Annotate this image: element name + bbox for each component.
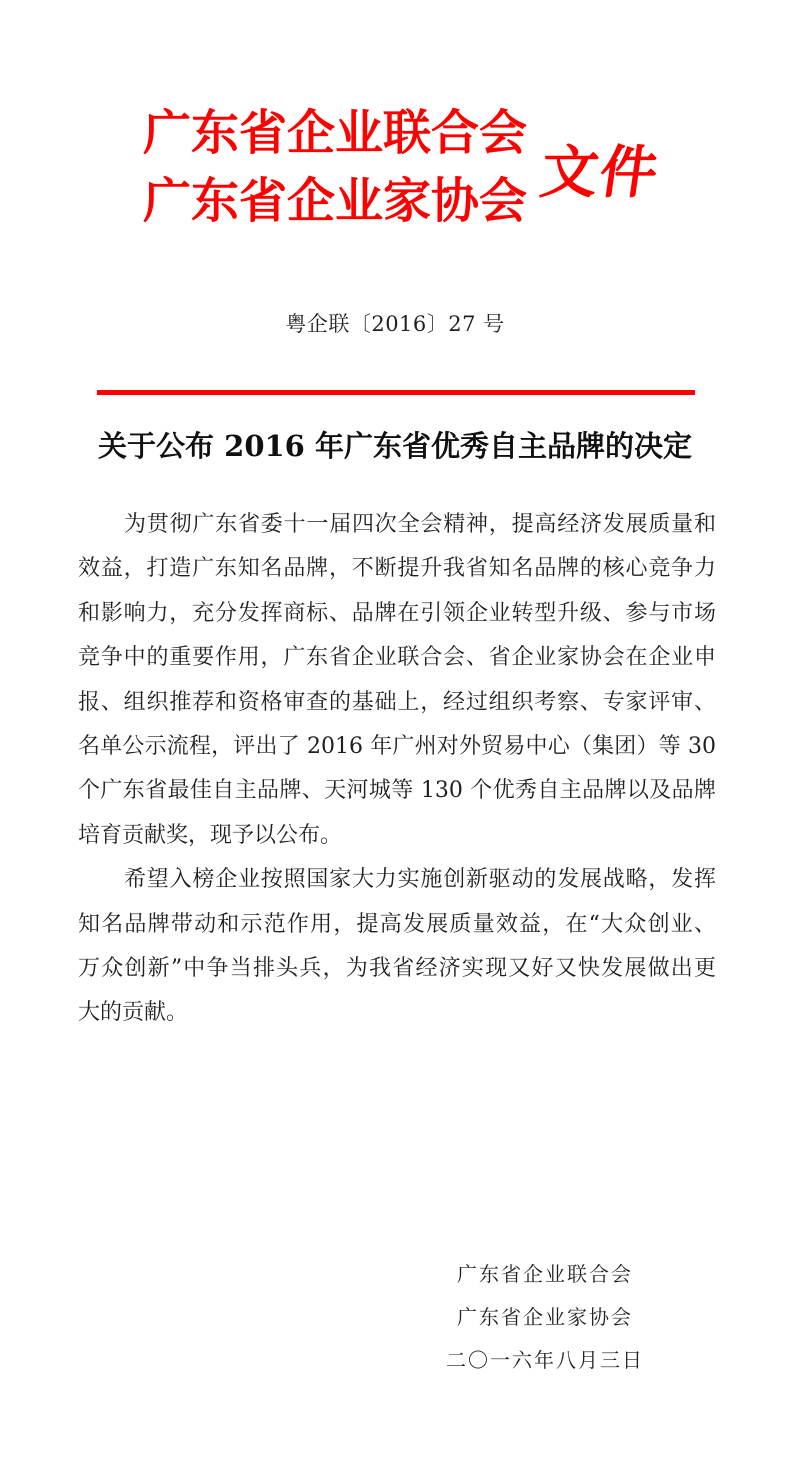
body-line: 为贯彻广东省委十一届四次全会精神，提高经济发展质量和 [124, 512, 716, 537]
body-line: 知名品牌带动和示范作用，提高发展质量效益，在“大众创业、 [78, 911, 716, 937]
body-line: 希望入榜企业按照国家大力实施创新驱动的发展战略，发挥 [124, 867, 716, 893]
body-line: 培育贡献奖，现予以公布。 [78, 822, 343, 848]
body-line: 个广东省最佳自主品牌、天河城等 130 个优秀自主品牌以及品牌 [78, 778, 716, 804]
body-line: 大的贡献。 [78, 1000, 189, 1026]
letterhead-divider-rule [97, 390, 695, 395]
letterhead-org-line-2: 广东省企业家协会 [143, 173, 528, 229]
signature-block [430, 1253, 660, 1382]
signature-org-2: 广东省企业家协会 [457, 1305, 633, 1329]
document-body [78, 503, 716, 1036]
signature-date: 二〇一六年八月三日 [446, 1348, 644, 1372]
signature-org-1: 广东省企业联合会 [457, 1262, 633, 1286]
body-line: 效益，打造广东知名品牌，不断提升我省知名品牌的核心竞争力 [78, 556, 716, 582]
body-line: 名单公示流程，评出了 2016 年广州对外贸易中心（集团）等 30 [78, 733, 716, 759]
body-line: 和影响力，充分发挥商标、品牌在引领企业转型升级、参与市场 [78, 600, 716, 626]
body-line: 万众创新”中争当排头兵，为我省经济实现又好又快发展做出更 [78, 955, 716, 981]
document-title: 关于公布 2016 年广东省优秀自主品牌的决定 [98, 429, 692, 463]
letterhead-document-label: 文件 [536, 139, 664, 206]
document-number: 粤企联〔2016〕27 号 [285, 312, 505, 336]
letterhead-org-line-1: 广东省企业联合会 [143, 105, 528, 161]
body-line: 报、组织推荐和资格审查的基础上，经过组织考察、专家评审、 [78, 689, 716, 715]
body-line: 竞争中的重要作用，广东省企业联合会、省企业家协会在企业申 [78, 645, 716, 671]
